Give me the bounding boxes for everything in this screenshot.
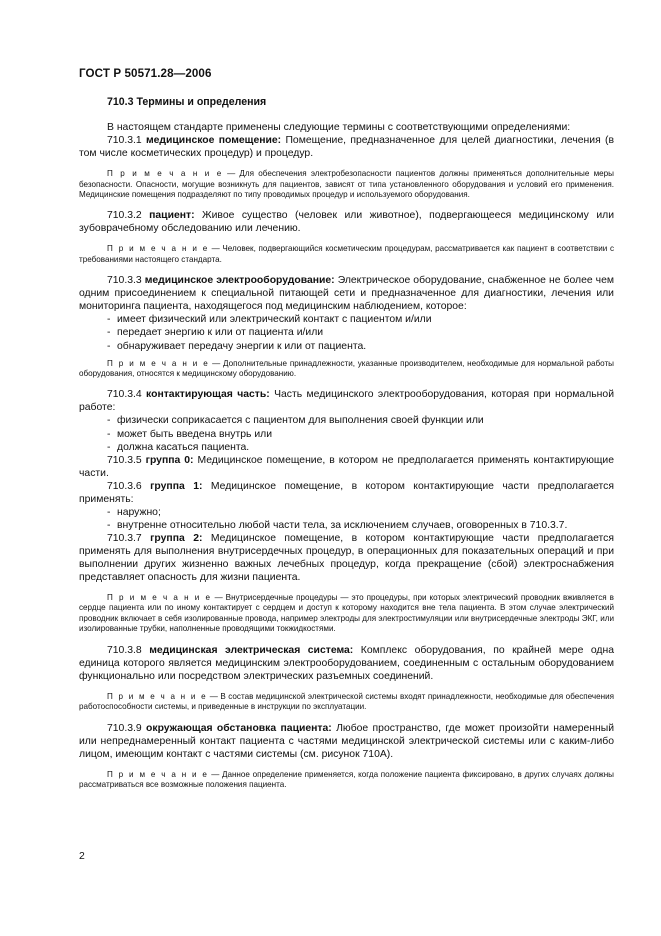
definition-text: Любое пространство, где может произойти намеренный или непреднамеренный контакт пациента с частями медицинской электрической системы или с каким-либо лицом, имеющим контакт с частями системы (см. рисунок 710А). <box>79 722 615 760</box>
note-text: — Человек, подвергающийся косметическим процедурам, рассматривается как пациент в соответствии с требованиями настоящего стандарта. <box>79 244 614 264</box>
definition-number: 710.3.4 <box>107 389 147 401</box>
note-label: П р и м е ч а н и е <box>107 244 209 254</box>
note-710-3-7 <box>79 593 614 635</box>
definition-term: медицинская электрическая система: <box>149 644 354 656</box>
definition-710-3-4-list <box>79 414 614 453</box>
definition-text: Комплекс оборудования, по крайней мере одна единица которого является медицинским электрооборудованием, соединенным с остальным оборудованием функционально или посредством электрических разъемных соединений. <box>79 644 614 682</box>
note-710-3-1 <box>79 169 614 200</box>
definition-text: Часть медицинского электрооборудования, которая при нормальной работе: <box>79 389 615 414</box>
note-label: П р и м е ч а н и е <box>107 769 209 779</box>
definition-number: 710.3.1 <box>107 135 146 147</box>
definition-710-3-4 <box>79 388 614 414</box>
definition-710-3-9 <box>79 722 614 761</box>
definition-710-3-1 <box>79 134 614 160</box>
list-item: - внутренне относительно любой части тела, за исключением случаев, оговоренных в 710.3.7. <box>79 519 614 532</box>
definition-710-3-6 <box>79 480 614 506</box>
definition-text: Медицинское помещение, в котором не предполагается применять контактирующие части. <box>79 454 614 479</box>
list-item: - передает энергию к или от пациента и/или <box>79 326 614 339</box>
section-title: 710.3 Термины и определения <box>107 96 267 108</box>
definition-710-3-2 <box>79 209 614 235</box>
list-item: - должна касаться пациента. <box>79 441 614 454</box>
document-header: ГОСТ Р 50571.28—2006 <box>79 67 212 80</box>
note-text: — Данное определение применяется, когда положение пациента фиксировано, в других случаях должны рассматриваться все возможные положения пациента. <box>79 769 614 790</box>
definition-number: 710.3.7 <box>107 532 151 544</box>
definition-text: Помещение, предназначенное для целей диагностики, лечения (в том числе косметических процедур) и процедур. <box>79 135 614 160</box>
note-710-3-8 <box>79 692 614 713</box>
definition-term: медицинское электрооборудование: <box>144 275 335 287</box>
intro-paragraph: В настоящем стандарте применены следующие термины с соответствующими определениями: <box>107 122 571 133</box>
definition-term: медицинское помещение: <box>145 135 282 147</box>
definition-710-3-6-list <box>79 506 614 532</box>
page-number: 2 <box>79 851 85 862</box>
note-label: П р и м е ч а н и е <box>107 358 210 368</box>
note-label: П р и м е ч а н и е <box>107 169 223 179</box>
definition-text: Медицинское помещение, в котором контактирующие части предполагается применять для выполнения внутрисердечных процедур, в операционных для показательных операций и при выполнении других жизненно важных лечебных процедур, когда прекращение (сбой) электроснабжения представляет опасность для жизни пациента. <box>79 532 614 584</box>
note-label: П р и м е ч а н и е <box>107 691 208 701</box>
definition-number: 710.3.5 <box>107 454 146 466</box>
definition-710-3-5 <box>79 454 614 480</box>
note-710-3-9 <box>79 770 614 791</box>
definition-text: Электрическое оборудование, снабженное не более чем одним присоединением к специальной питающей сети и предназначенное для диагностики, лечения или мониторинга пациента, находящегося под медицинским наблюдением, которое: <box>79 275 615 313</box>
list-item: - наружно; <box>79 506 614 519</box>
definition-number: 710.3.8 <box>107 644 150 656</box>
list-item: - обнаруживает передачу энергии к или от пациента. <box>79 340 614 353</box>
definition-710-3-3 <box>79 274 614 313</box>
definition-710-3-7 <box>79 532 614 584</box>
definition-text: Живое существо (человек или животное), подвергающееся медицинскому или зубоврачебному обследованию или лечению. <box>79 210 614 235</box>
definition-term: окружающая обстановка пациента: <box>146 722 332 734</box>
definition-710-3-3-list <box>79 313 614 352</box>
note-710-3-2 <box>79 244 614 265</box>
definition-number: 710.3.6 <box>107 480 151 492</box>
definition-710-3-8 <box>79 644 614 683</box>
definition-term: контактирующая часть: <box>146 389 270 401</box>
definition-number: 710.3.9 <box>107 722 147 734</box>
definition-number: 710.3.2 <box>107 210 150 222</box>
note-text: — Дополнительные принадлежности, указанные производителем, необходимые для нормальной работы оборудования, относятся к медицинскому оборудованию. <box>79 358 614 378</box>
note-text: — Внутрисердечные процедуры — это процедуры, при которых электрический проводник вживляется в сердце пациента или по иному контактирует с сердцем и доступ к которому находится вне тела пациента. В этом случае электрический проводник включает в себя изолированные провода, например электроды для электростимуляции или внутрисердечные электроды ЭКГ, или изолированные трубки, наполненные проводящими токжидкостями. <box>79 593 614 634</box>
note-710-3-3 <box>79 359 614 380</box>
definition-term: группа 2: <box>150 532 203 544</box>
list-item: - может быть введена внутрь или <box>79 428 614 441</box>
note-label: П р и м е ч а н и е <box>107 593 212 603</box>
definition-number: 710.3.3 <box>107 275 145 287</box>
document-body <box>79 121 614 791</box>
definition-term: группа 0: <box>145 454 194 466</box>
definition-term: пациент: <box>149 210 195 222</box>
list-item: - имеет физический или электрический контакт с пациентом и/или <box>79 313 614 326</box>
definition-term: группа 1: <box>150 480 203 492</box>
note-text: — В состав медицинской электрической системы входят принадлежности, необходимые для обеспечения работоспособности системы, и приведенные в инструкции по эксплуатации. <box>79 691 614 712</box>
note-text: — Для обеспечения электробезопасности пациентов должны применяться дополнительные меры безопасности. Опасности, могущие возникнуть для пациентов, зависят от типа установленного оборудования и условий его применения. Медицинские помещения подразделяют по типу проводимых процедур и используемого оборудования. <box>79 169 614 199</box>
definition-text: Медицинское помещение, в котором контактирующие части предполагается применять: <box>79 480 614 505</box>
list-item: - физически соприкасается с пациентом для выполнения своей функции или <box>79 414 614 427</box>
